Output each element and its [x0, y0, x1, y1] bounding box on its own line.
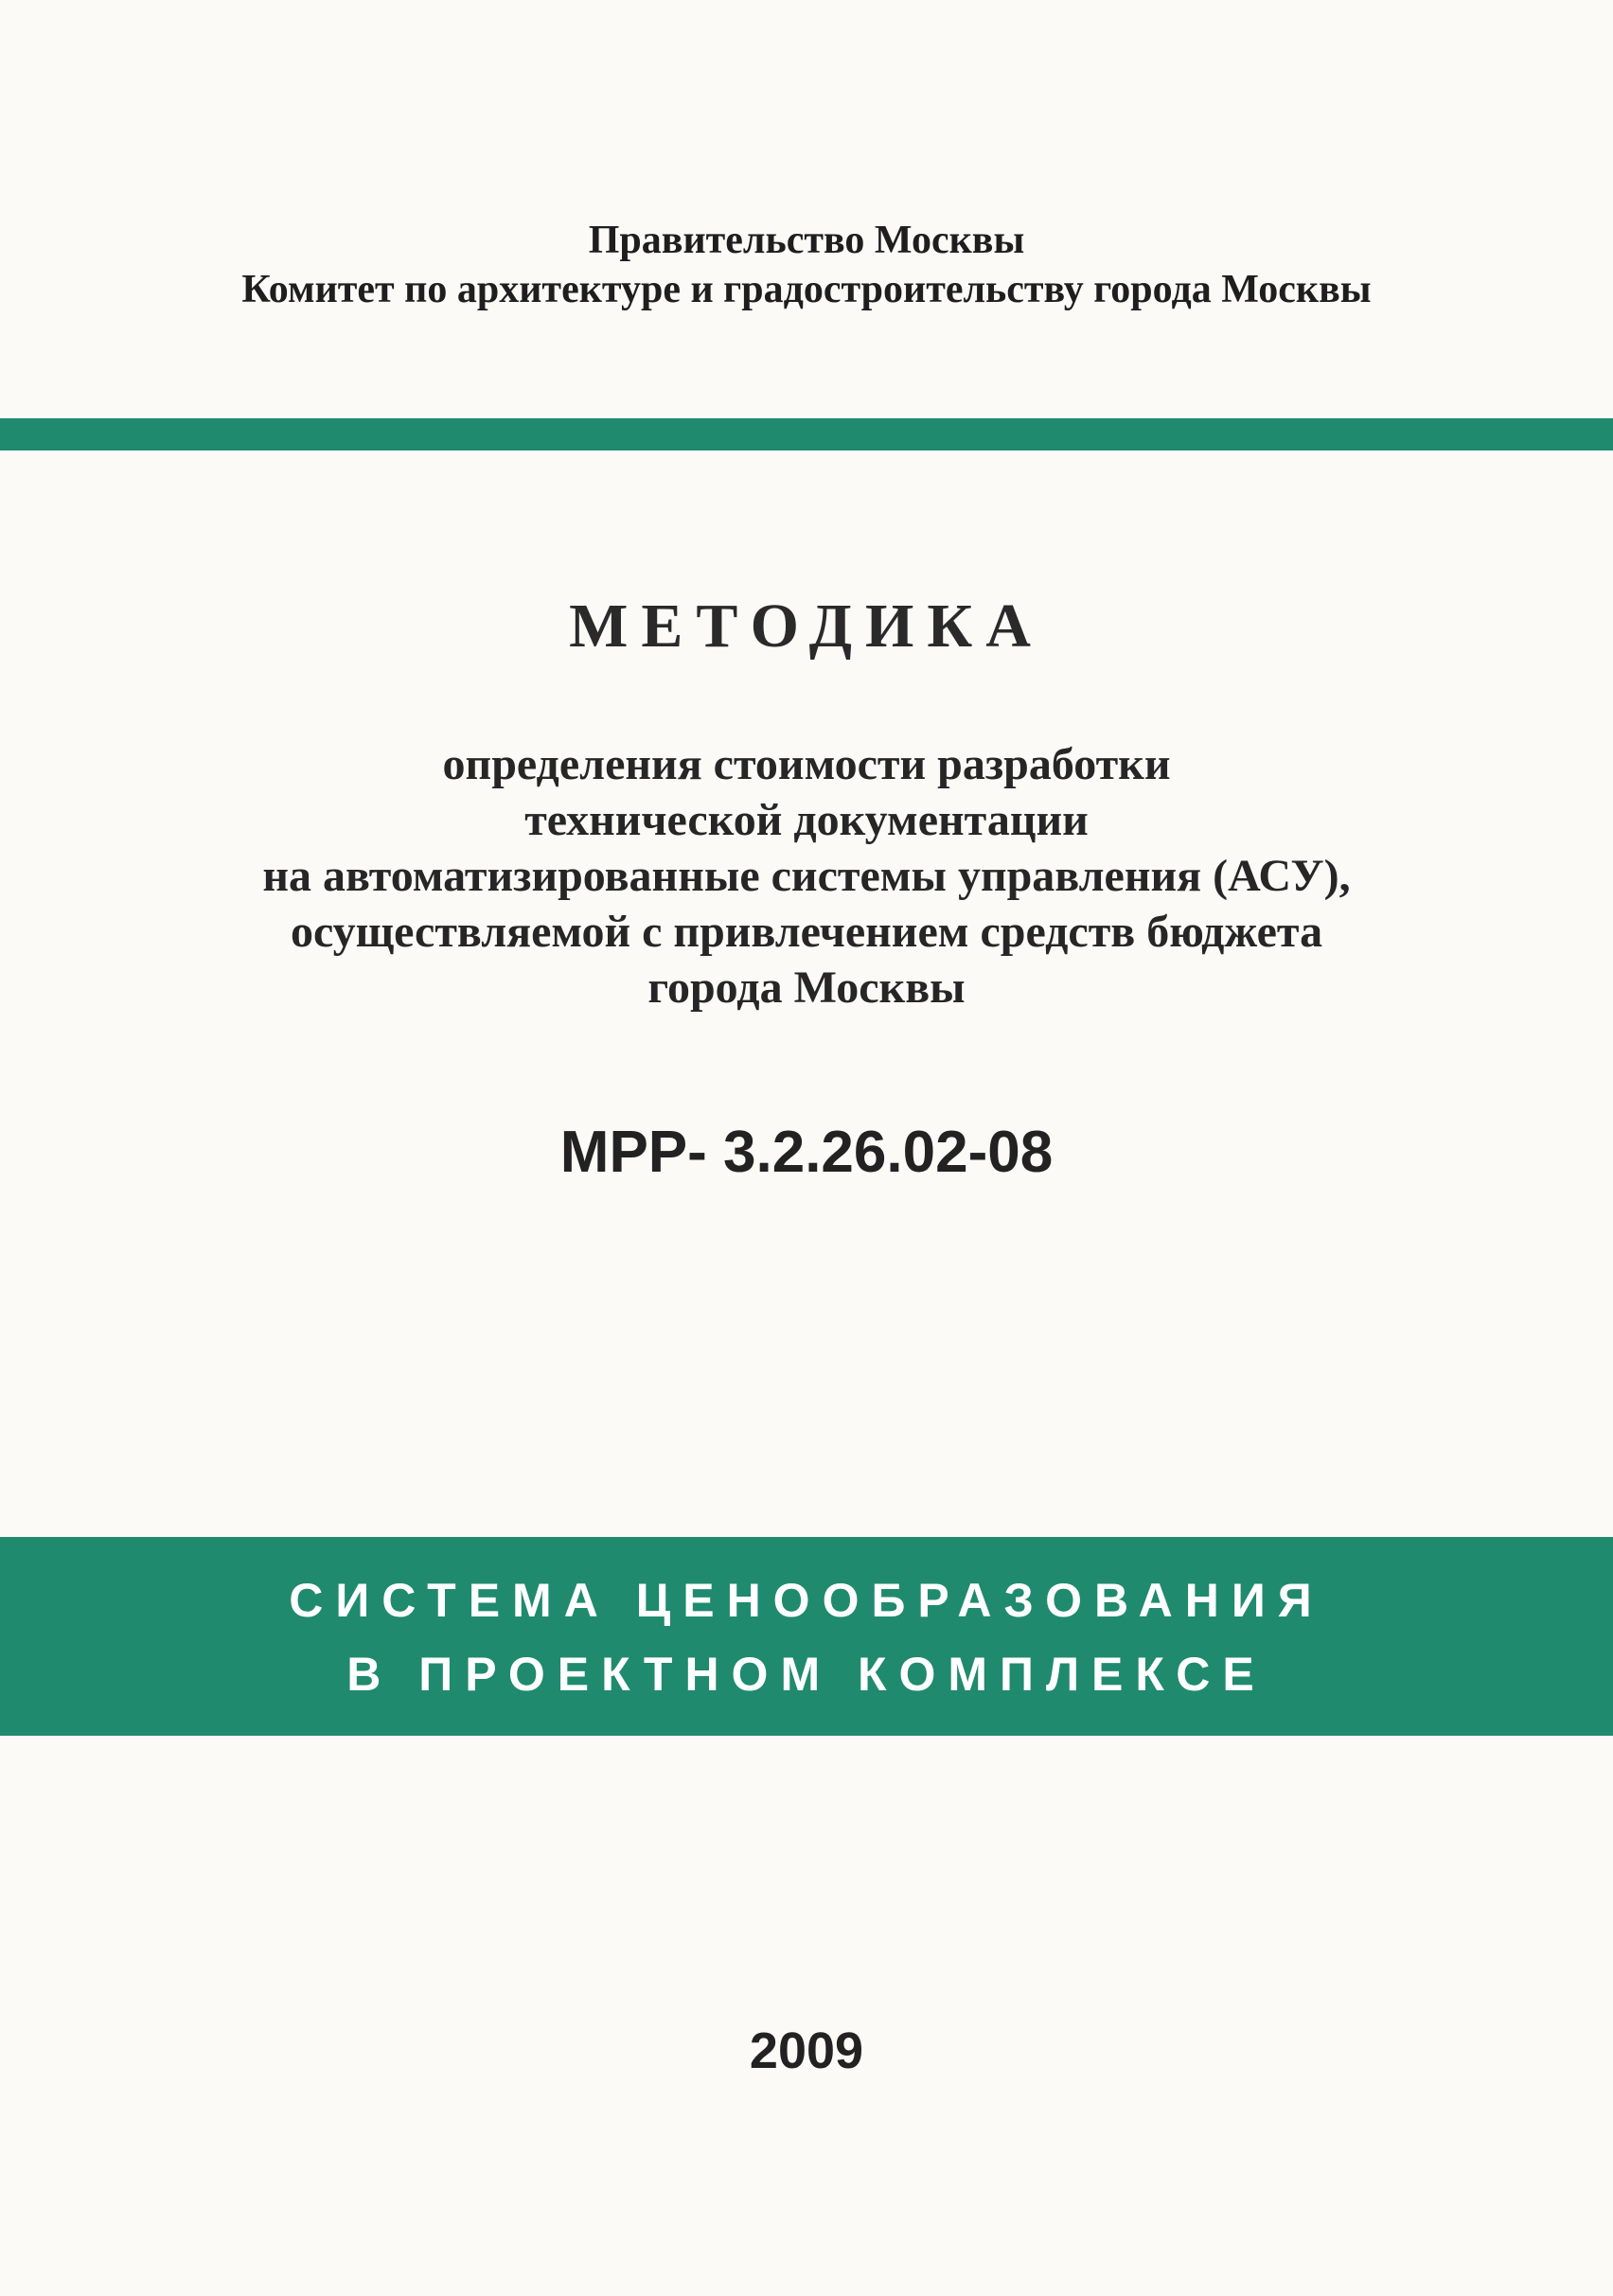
- document-title: МЕТОДИКА: [569, 592, 1044, 661]
- subtitle-line: технической документации: [524, 795, 1089, 845]
- series-line-2: В ПРОЕКТНОМ КОМПЛЕКСЕ: [346, 1648, 1267, 1701]
- subtitle-line: осуществляемой с привлечением средств бюджета: [290, 907, 1323, 957]
- top-divider-band: [0, 418, 1613, 450]
- subtitle-line: определения стоимости разработки: [442, 739, 1171, 789]
- series-line-1: СИСТЕМА ЦЕНООБРАЗОВАНИЯ: [289, 1574, 1324, 1627]
- publisher-line-committee: Комитет по архитектуре и градостроительству города Москвы: [241, 268, 1372, 311]
- series-title: [0, 1563, 1613, 1711]
- publisher-line-government: Правительство Москвы: [588, 219, 1025, 262]
- subtitle-line: на автоматизированные системы управления (АСУ),: [262, 851, 1351, 901]
- publication-year: 2009: [749, 2022, 864, 2079]
- subtitle-line: города Москвы: [647, 963, 966, 1013]
- document-subtitle: [0, 736, 1613, 1016]
- publisher-header: [0, 216, 1613, 314]
- document-code: МРР- 3.2.26.02-08: [559, 1120, 1054, 1185]
